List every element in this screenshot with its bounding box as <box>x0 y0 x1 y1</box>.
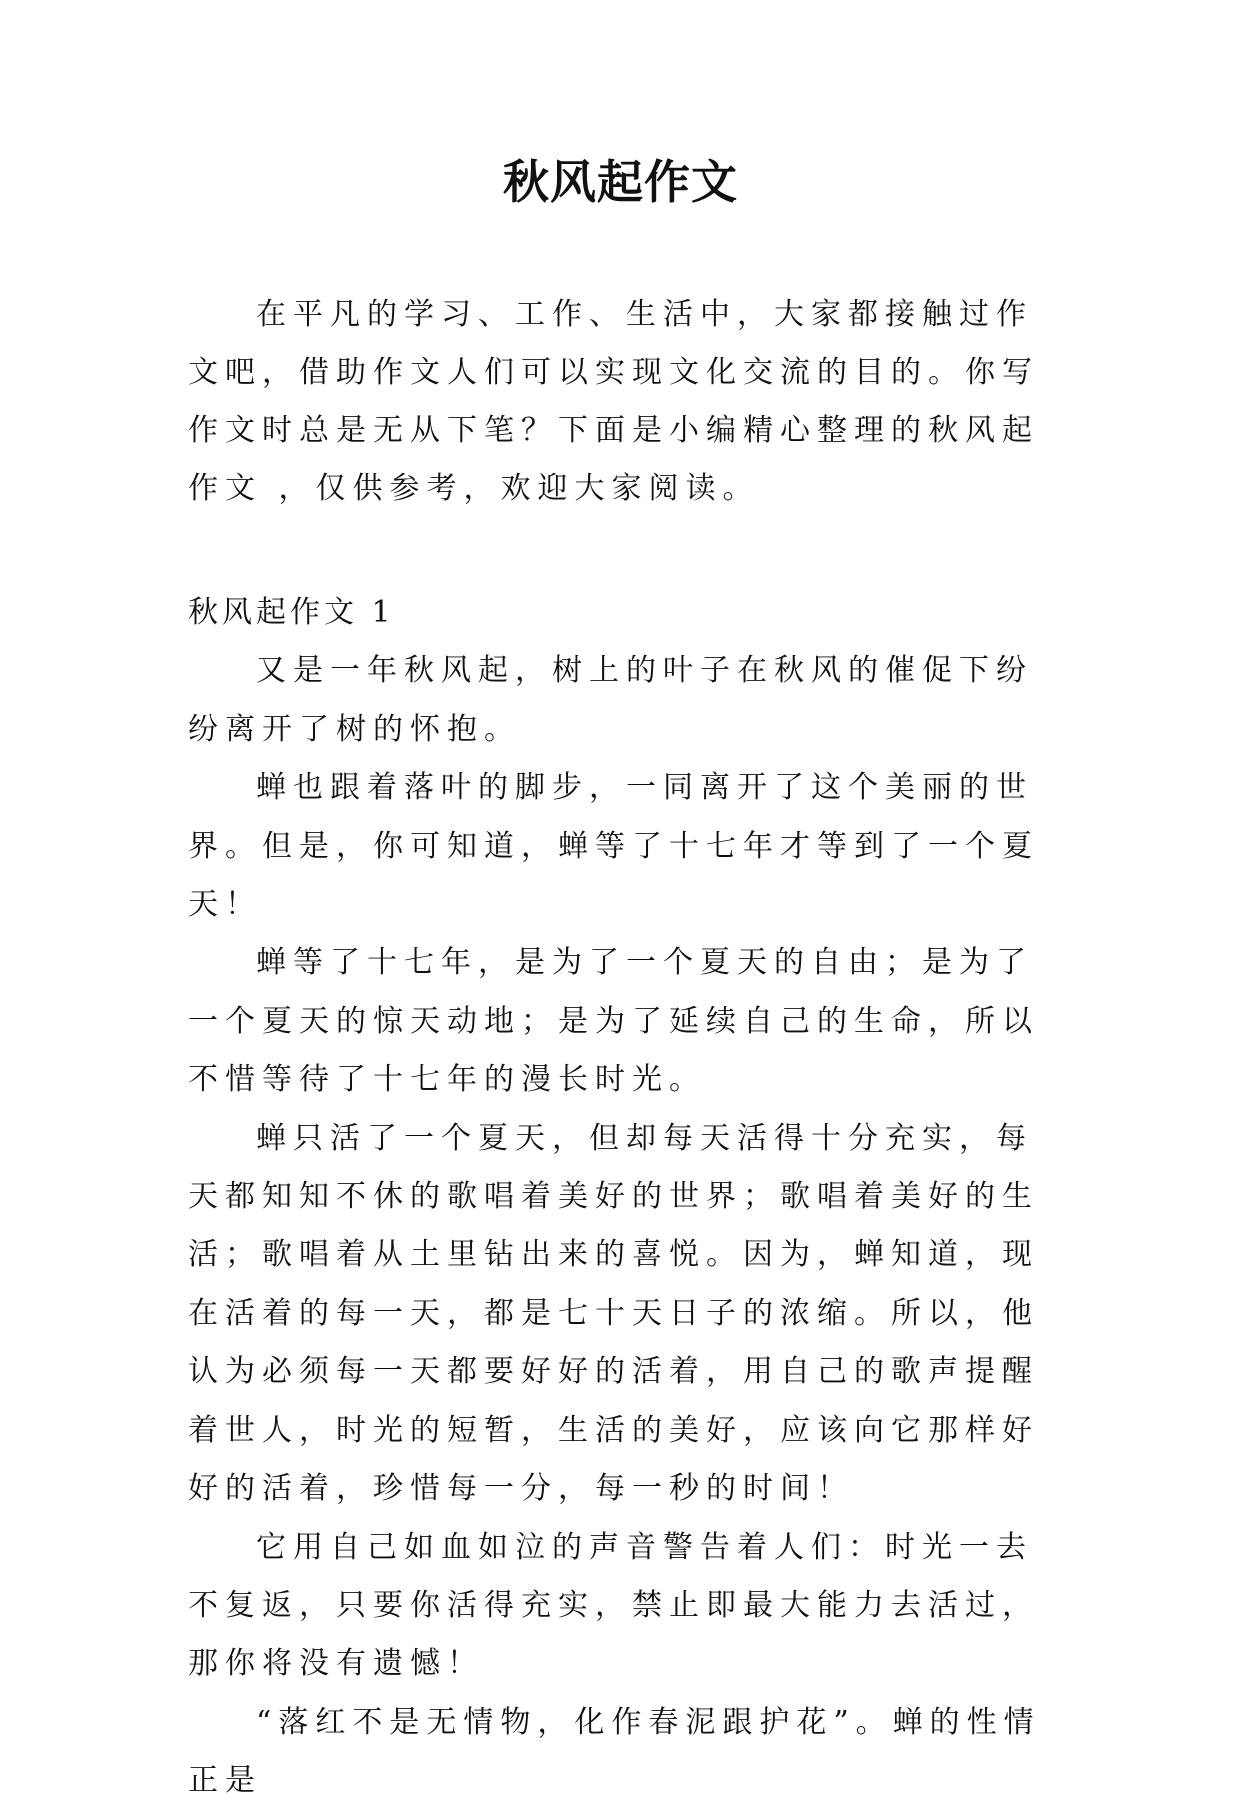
body-paragraph-1: 又是一年秋风起，树上的叶子在秋风的催促下纷纷离开了树的怀抱。 <box>188 653 1033 747</box>
essay-section-1 <box>188 584 1048 1811</box>
section-heading: 秋风起作文 1 <box>188 595 395 630</box>
body-paragraph-6: “落红不是无情物，化作春泥跟护花”。蝉的性情正是 <box>188 1704 1041 1799</box>
body-paragraph-5: 它用自己如血如泣的声音警告着人们：时光一去不复返，只要你活得充实，禁止即最大能力去活过，那你将没有遗憾！ <box>188 1529 1039 1682</box>
body-paragraph-3: 蝉等了十七年，是为了一个夏天的自由；是为了一个夏天的惊天动地；是为了延续自己的生命，所以不惜等待了十七年的漫长时光。 <box>188 945 1039 1098</box>
intro-paragraph-block <box>188 286 1048 518</box>
intro-paragraph: 在平凡的学习、工作、生活中，大家都接触过作文吧，借助作文人们可以实现文化交流的目的。你写作文时总是无从下笔？下面是小编精心整理的秋风起作文 ，仅供参考，欢迎大家阅读。 <box>188 297 1039 506</box>
document-title: 秋风起作文 <box>503 155 738 209</box>
body-paragraph-2: 蝉也跟着落叶的脚步，一同离开了这个美丽的世界。但是，你可知道，蝉等了十七年才等到了一个夏天！ <box>188 770 1039 923</box>
body-paragraph-4: 蝉只活了一个夏天，但却每天活得十分充实，每天都知知不休的歌唱着美好的世界；歌唱着美好的生活；歌唱着从土里钻出来的喜悦。因为，蝉知道，现在活着的每一天，都是七十天日子的浓缩。所以，他认为必须每一天都要好好的活着，用自己的歌声提醒着世人，时光的短暂，生活的美好，应该向它那样好好的活着，珍惜每一分，每一秒的时间！ <box>188 1120 1039 1507</box>
